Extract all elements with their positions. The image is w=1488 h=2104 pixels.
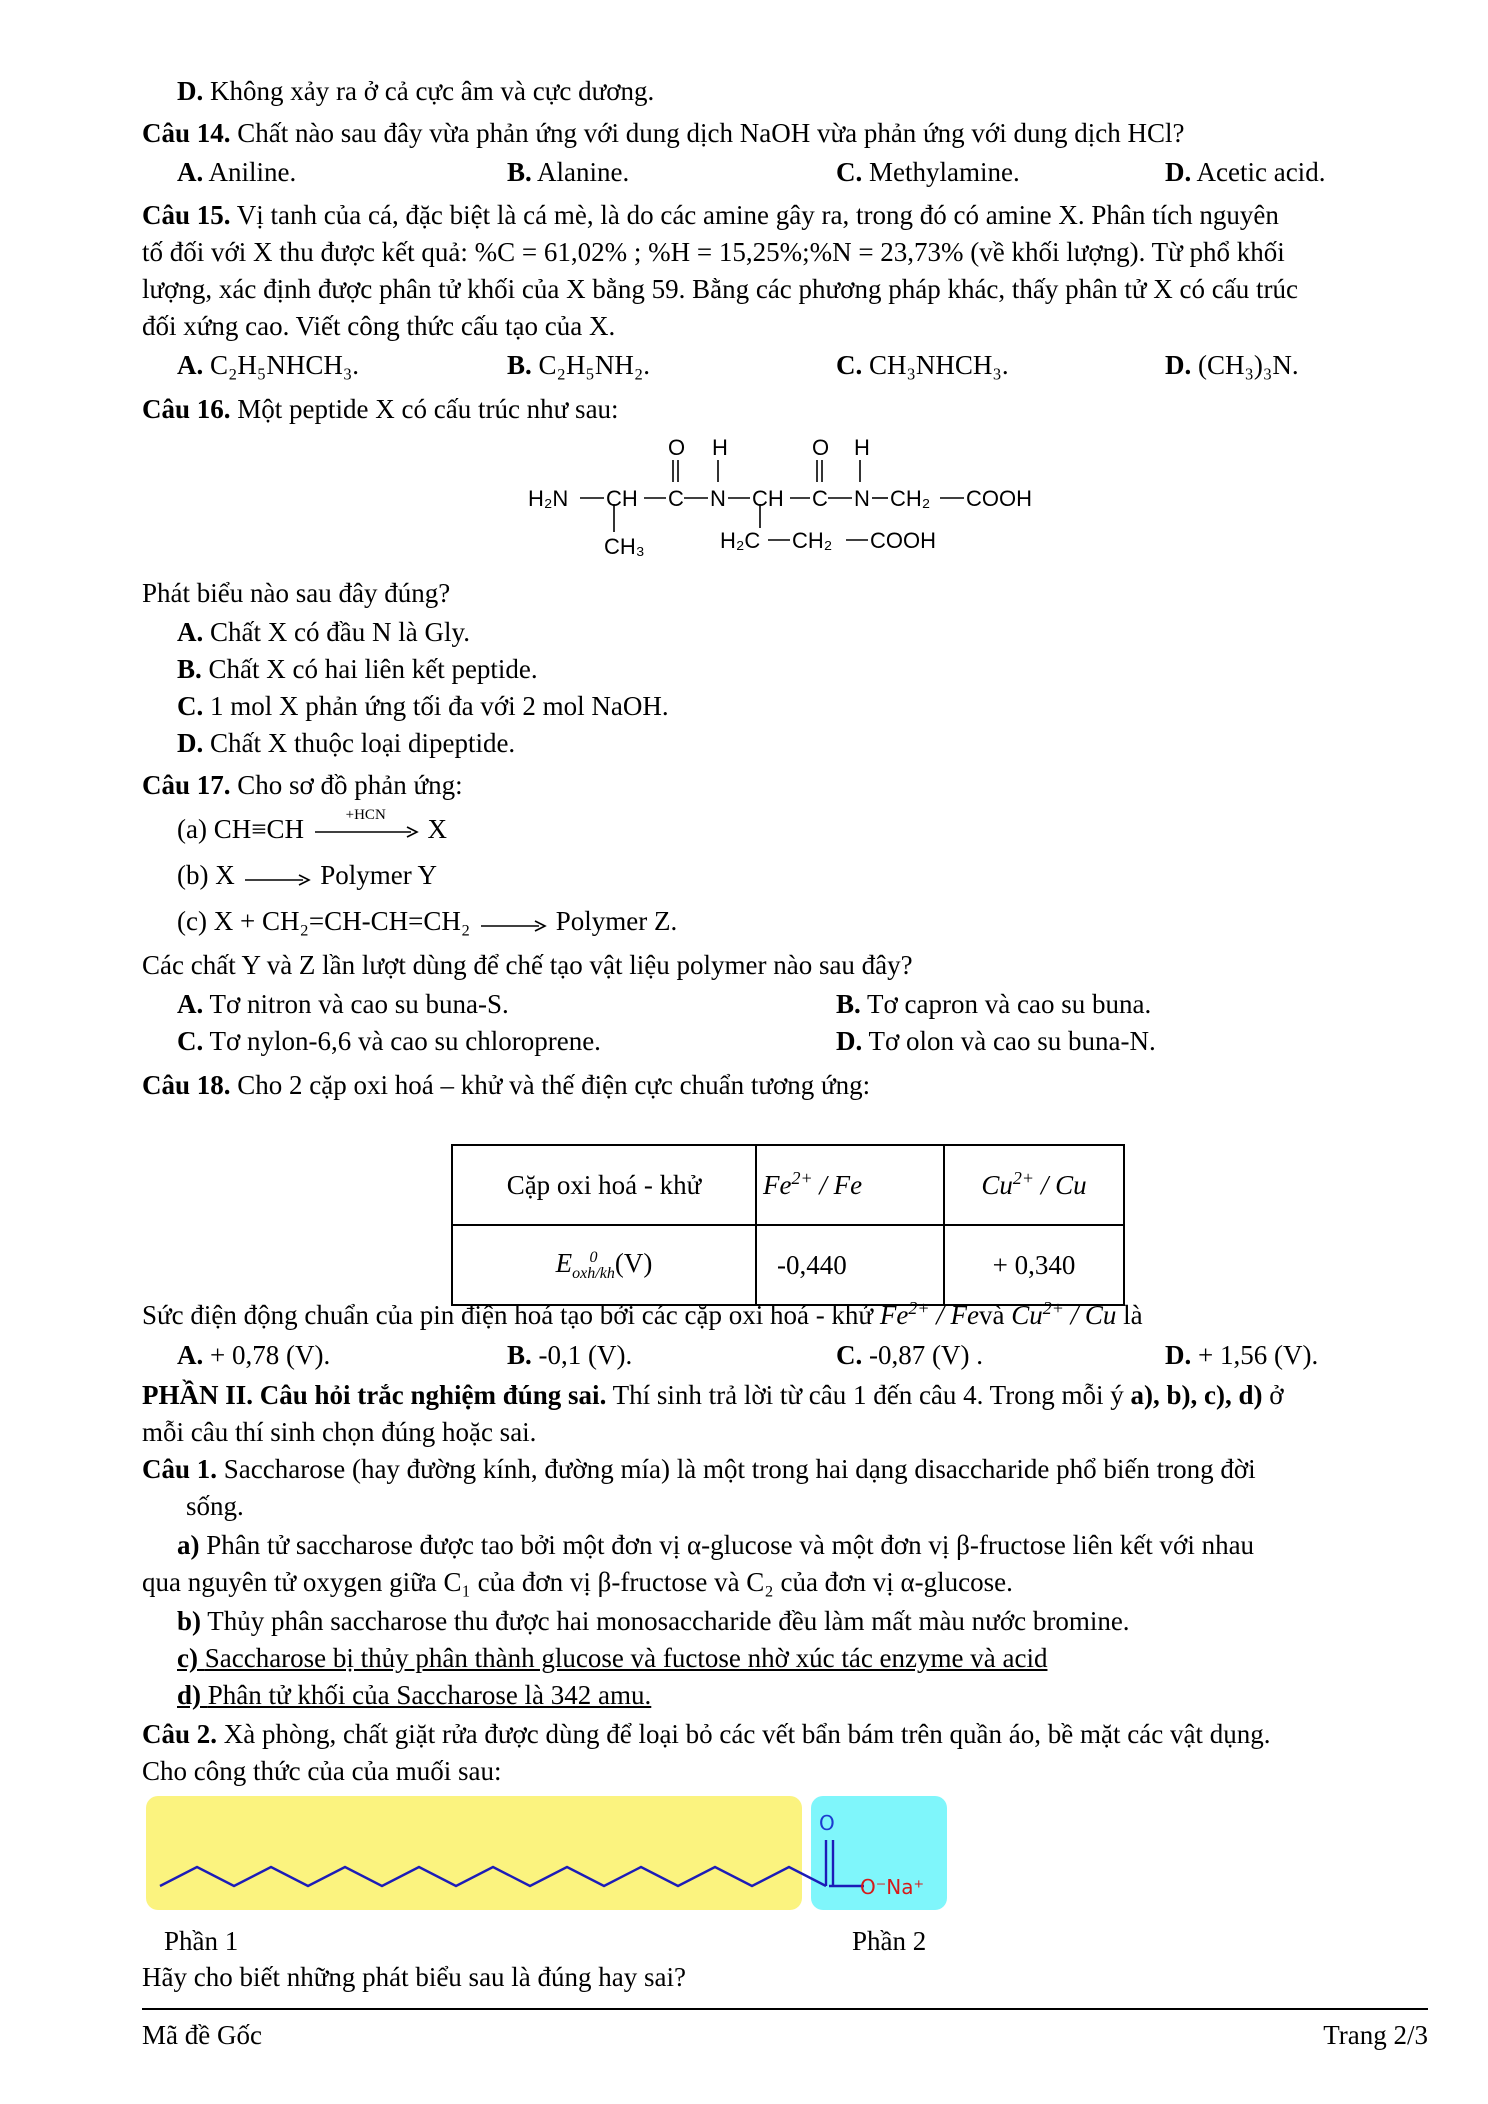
q16-option-c: C. 1 mol X phản ứng tối đa với 2 mol NaOH. xyxy=(177,691,669,721)
struct-cooh-side: COOH xyxy=(870,528,936,553)
carboxylate-ion-label: O⁻Na⁺ xyxy=(860,1875,925,1899)
q16-option-d: D. Chất X thuộc loại dipeptide. xyxy=(177,728,516,758)
footer-page-number: Trang 2/3 xyxy=(1323,2020,1428,2050)
q15-option-d: D. (CH₃)₃N. xyxy=(1165,350,1299,380)
q16-stem: Câu 16. Một peptide X có cấu trúc như sau: xyxy=(142,394,619,424)
table-row xyxy=(452,1225,1124,1305)
peptide-structure xyxy=(520,432,1040,572)
table-cell-cu-value: + 0,340 xyxy=(944,1225,1124,1305)
q15-stem-line3: lượng, xác định được phân tử khối của X bằng 59. Bằng các phương pháp khác, thấy phân tử X có cấu trúc xyxy=(142,274,1298,304)
table-row xyxy=(452,1145,1124,1225)
struct-cooh-end: COOH xyxy=(966,486,1032,511)
struct-h-2: H xyxy=(854,435,870,460)
part2-heading-line2: mỗi câu thí sinh chọn đúng hoặc sai. xyxy=(142,1417,537,1447)
q14-stem: Câu 14. Chất nào sau đây vừa phản ứng với dung dịch NaOH vừa phản ứng với dung dịch HCl? xyxy=(142,118,1185,148)
struct-ch2-side: CH₂ xyxy=(792,528,833,553)
potential-table xyxy=(451,1144,1125,1306)
q15-option-c: C. CH₃NHCH₃. xyxy=(836,350,1009,380)
q16-option-b: B. Chất X có hai liên kết peptide. xyxy=(177,654,538,684)
q14-option-b: B. Alanine. xyxy=(507,157,630,187)
struct-n-2: N xyxy=(854,486,870,511)
q18-stem: Câu 18. Cho 2 cặp oxi hoá – khử và thế điện cực chuẩn tương ứng: xyxy=(142,1070,871,1100)
table-cell-e0: E 0 oxh/kh (V) xyxy=(452,1225,756,1305)
part1-hydrocarbon-box xyxy=(146,1796,802,1910)
q17-stem: Câu 17. Cho sơ đồ phản ứng: xyxy=(142,770,463,800)
q17-arrow-a: +HCN xyxy=(311,822,421,842)
table-header-pair: Cặp oxi hoá - khử xyxy=(452,1145,756,1225)
q17-arrow-c xyxy=(477,914,549,934)
q17-arrow-b xyxy=(241,868,313,888)
q18-prompt: Sức điện động chuẩn của pin điện hoá tạo bởi các cặp oxi hoá - khử $Fe^{2+}$ / Fevà $Cu^{2+}$ / Cu là xyxy=(142,1298,1143,1330)
struct-ch-1: CH xyxy=(606,486,638,511)
q14-option-d: D. Acetic acid. xyxy=(1165,157,1326,187)
struct-o-2: O xyxy=(812,435,830,460)
struct-c-2: C xyxy=(812,486,828,511)
p2q2-prompt: Hãy cho biết những phát biểu sau là đúng hay sai? xyxy=(142,1962,686,1992)
q17-option-a: A. Tơ nitron và cao su buna-S. xyxy=(177,989,509,1019)
footer-exam-code: Mã đề Gốc xyxy=(142,2020,262,2050)
struct-h2c: H₂C xyxy=(720,528,761,553)
footer-divider xyxy=(142,2008,1428,2010)
table-cell-fe-value: -0,440 xyxy=(756,1225,944,1305)
q15-stem-line4: đối xứng cao. Viết công thức cấu tạo của X. xyxy=(142,311,616,341)
q17-prompt: Các chất Y và Z lần lượt dùng để chế tạo vật liệu polymer nào sau đây? xyxy=(142,950,913,980)
q18-option-a: A. + 0,78 (V). xyxy=(177,1340,331,1370)
p2q1-item-a-line2: qua nguyên tử oxygen giữa C₁ của đơn vị β-fructose và C₂ của đơn vị α-glucose. xyxy=(142,1567,1013,1597)
q18-option-b: B. -0,1 (V). xyxy=(507,1340,633,1370)
table-header-cu: $Cu^{2+}$ / Cu xyxy=(944,1145,1124,1225)
struct-ch3: CH₃ xyxy=(604,534,645,559)
q17-reaction-b: (b) X Polymer Y xyxy=(177,860,437,890)
q18-option-c: C. -0,87 (V) . xyxy=(836,1340,983,1370)
q14-option-a: A. Aniline. xyxy=(177,157,297,187)
q17-reaction-c: (c) X + CH₂=CH-CH=CH₂ Polymer Z. xyxy=(177,906,678,936)
p2q1-stem-line2: sống. xyxy=(186,1491,244,1521)
q18-option-d: D. + 1,56 (V). xyxy=(1165,1340,1319,1370)
q15-option-a: A. C₂H₅NHCH₃. xyxy=(177,350,360,380)
q14-option-c: C. Methylamine. xyxy=(836,157,1020,187)
part2-heading: PHẦN II. Câu hỏi trắc nghiệm đúng sai. Thí sinh trả lời từ câu 1 đến câu 4. Trong mỗi ý a), b), c), d) ở xyxy=(142,1380,1284,1410)
struct-c-1: C xyxy=(668,486,684,511)
struct-h-1: H xyxy=(712,435,728,460)
struct-o-1: O xyxy=(668,435,686,460)
p2q1-stem-line1: Câu 1. Saccharose (hay đường kính, đường mía) là một trong hai dạng disaccharide phổ biến trong đời xyxy=(142,1454,1256,1484)
q15-option-b: B. C₂H₅NH₂. xyxy=(507,350,651,380)
p2q1-item-a: a) Phân tử saccharose được tao bởi một đơn vị α-glucose và một đơn vị β-fructose liên kết với nhau xyxy=(177,1530,1255,1560)
struct-ch2-end: CH₂ xyxy=(890,486,931,511)
q16-prompt: Phát biểu nào sau đây đúng? xyxy=(142,578,451,608)
p2q1-item-c: c) Saccharose bị thủy phân thành glucose và fuctose nhờ xúc tác enzyme và acid xyxy=(177,1643,1048,1673)
carbonyl-o-label: O xyxy=(819,1811,835,1835)
q16-option-a: A. Chất X có đầu N là Gly. xyxy=(177,617,470,647)
table-header-fe: $Fe^{2+}$ / Fe xyxy=(756,1145,944,1225)
p2q1-item-d: d) Phân tử khối của Saccharose là 342 amu. xyxy=(177,1680,652,1710)
q13-option-d: D. Không xảy ra ở cả cực âm và cực dương. xyxy=(177,76,655,106)
p2q1-item-b: b) Thủy phân saccharose thu được hai monosaccharide đều làm mất màu nước bromine. xyxy=(177,1606,1130,1636)
q17-reaction-a: (a) CH≡CH +HCN X xyxy=(177,806,447,844)
q17-option-b: B. Tơ capron và cao su buna. xyxy=(836,989,1152,1019)
q17-option-d: D. Tơ olon và cao su buna-N. xyxy=(836,1026,1156,1056)
struct-n-1: N xyxy=(710,486,726,511)
q15-stem-line1: Câu 15. Vị tanh của cá, đặc biệt là cá mè, là do các amine gây ra, trong đó có amine X. Phân tích nguyên xyxy=(142,200,1279,230)
struct-h2n: H₂N xyxy=(528,486,569,511)
p2q2-stem-line1: Câu 2. Xà phòng, chất giặt rửa được dùng để loại bỏ các vết bẩn bám trên quần áo, bề mặt các vật dụng. xyxy=(142,1719,1271,1749)
part1-label: Phần 1 xyxy=(164,1926,239,1956)
part2-label: Phần 2 xyxy=(852,1926,927,1956)
p2q2-stem-line2: Cho công thức của của muối sau: xyxy=(142,1756,502,1786)
soap-molecule-diagram xyxy=(146,1794,956,1920)
struct-ch-2: CH xyxy=(752,486,784,511)
q17-option-c: C. Tơ nylon-6,6 và cao su chloroprene. xyxy=(177,1026,601,1056)
q15-stem-line2: tố đối với X thu được kết quả: %C = 61,02% ; %H = 15,25%;%N = 23,73% (về khối lượng). Từ phổ khối xyxy=(142,237,1285,267)
